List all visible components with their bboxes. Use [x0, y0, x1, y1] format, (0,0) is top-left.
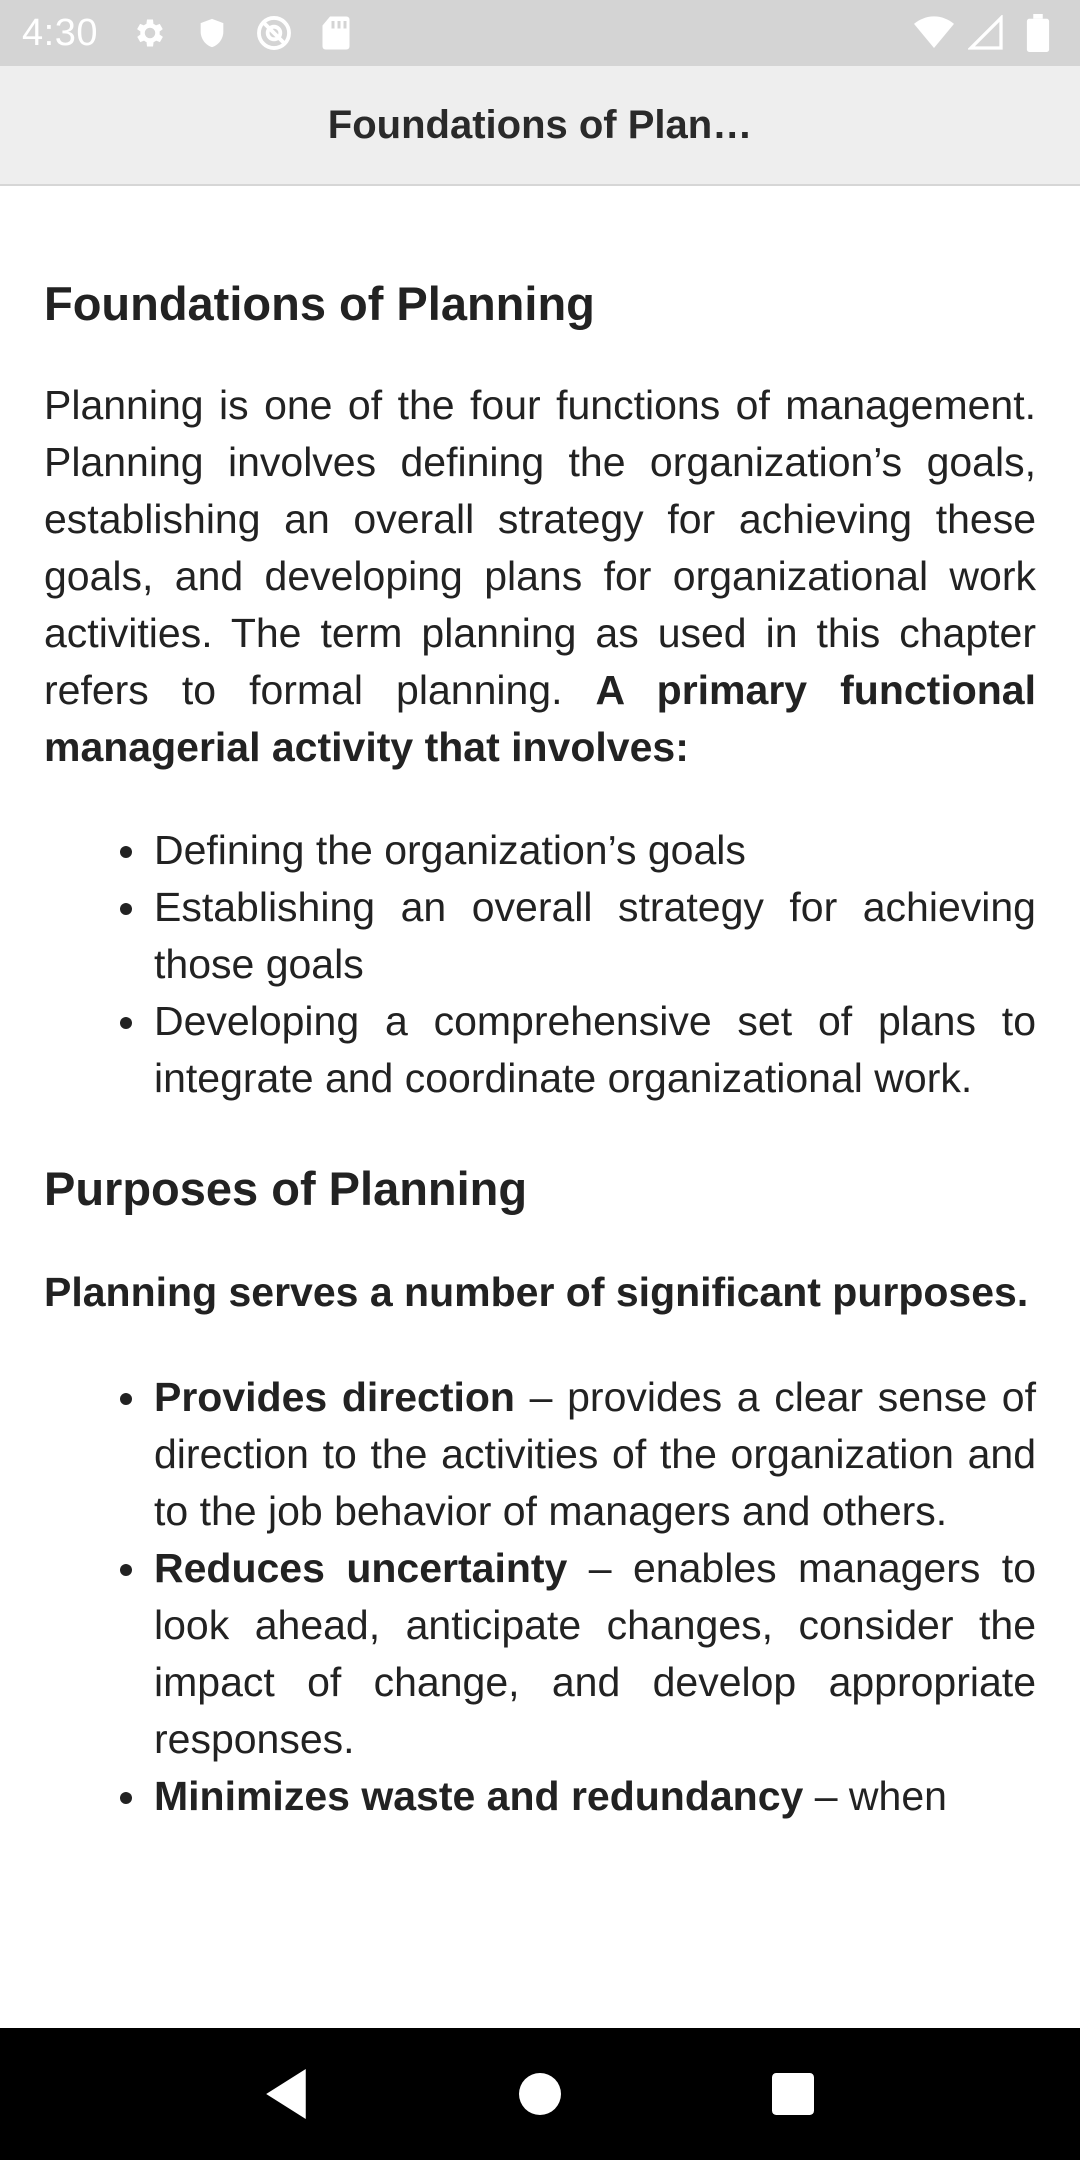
at-sign-icon — [254, 13, 294, 53]
purpose-term: Minimizes waste and redundancy — [154, 1773, 804, 1819]
back-button[interactable] — [242, 2049, 332, 2139]
status-bar — [0, 0, 1080, 66]
article-content[interactable] — [0, 188, 1080, 2028]
purposes-intro-paragraph: Planning serves a number of significant purposes. — [44, 1269, 1029, 1315]
shield-icon — [192, 13, 232, 53]
list-item — [154, 1369, 1036, 1540]
back-icon — [265, 2069, 309, 2119]
list-item — [154, 1768, 1036, 1825]
app-bar — [0, 66, 1080, 186]
navigation-bar — [0, 2028, 1080, 2160]
list-item: Developing a comprehensive set of plans to integrate and coordinate organizational work. — [154, 993, 1036, 1107]
home-button[interactable] — [495, 2049, 585, 2139]
purposes-list — [44, 1369, 1036, 1825]
planning-activities-list — [44, 822, 1036, 1107]
heading-foundations-of-planning: Foundations of Planning — [44, 277, 595, 330]
status-icons-left — [130, 13, 356, 53]
intro-bold-text: A primary functional managerial activity that involves: — [44, 667, 1036, 770]
page-title: Foundations of Plan… — [327, 102, 753, 147]
intro-text: Planning is one of the four functions of management. Planning involves defining the organization’s goals, establishing an overall strategy for achieving these goals, and developing plans for organizational work activities. The term planning as used in this chapter refers to formal planning. — [44, 382, 1036, 713]
status-icons-right — [914, 13, 1058, 53]
intro-paragraph — [44, 377, 1036, 776]
purpose-term: Reduces uncertainty — [154, 1545, 568, 1591]
signal-icon — [966, 13, 1006, 53]
recents-button[interactable] — [748, 2049, 838, 2139]
heading-purposes-of-planning: Purposes of Planning — [44, 1162, 528, 1215]
sd-card-icon — [316, 13, 356, 53]
purpose-description: – when — [803, 1773, 947, 1819]
purpose-term: Provides direction — [154, 1374, 515, 1420]
recents-icon — [772, 2073, 814, 2115]
battery-icon — [1018, 13, 1058, 53]
gear-icon — [130, 13, 170, 53]
purpose-description: – provides a clear sense of direction to the activities of the organization and to the job behavior of managers and others. — [154, 1374, 1036, 1534]
list-item: Defining the organization’s goals — [154, 822, 1036, 879]
wifi-icon — [914, 13, 954, 53]
list-item — [154, 1540, 1036, 1768]
list-item: Establishing an overall strategy for achieving those goals — [154, 879, 1036, 993]
status-time: 4:30 — [22, 11, 98, 54]
home-icon — [519, 2073, 561, 2115]
purpose-description: – enables managers to look ahead, anticipate changes, consider the impact of change, and develop appropriate responses. — [154, 1545, 1037, 1762]
